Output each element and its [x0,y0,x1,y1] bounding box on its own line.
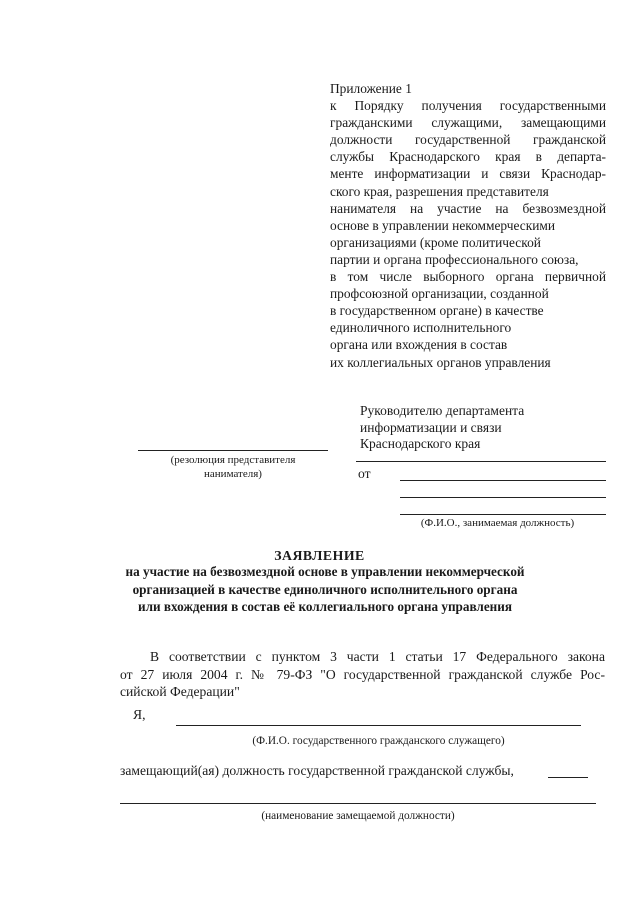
appendix-line: гражданскими служащими, замещающими [330,115,606,131]
appendix-line: ского края, разрешения представителя [330,183,549,199]
statement-subtitle: на участие на безвозмездной основе в управлении некоммерческой организацией в качестве единоличного исполнительного органа или вхождения в состав её коллегиального органа управления [125,564,525,614]
from-label: от [358,466,371,481]
appendix-line: в том числе выборного органа первичной [330,269,606,285]
appendix-line: должности государственной гражданской [330,132,606,148]
appendix-line: основе в управлении некоммерческими [330,217,556,233]
law-line: от 27 июля 2004 г. № 79-ФЗ "О государственной гражданской службе Рос- [120,666,605,682]
i-label: Я, [133,707,146,722]
position-text: замещающий(ая) должность государственной гражданской службы, [120,763,514,778]
addressee-line: Руководителю департамента [360,403,525,418]
appendix-line: партии и органа профессионального союза, [330,251,579,267]
resolution-caption-2: нанимателя) [204,468,262,480]
appendix-line: нанимателя на участие на безвозмездной [330,200,606,216]
appendix-line: службы Краснодарского края в департа- [330,149,606,165]
appendix-line: организациями (кроме политической [330,234,541,250]
resolution-line[interactable] [138,450,328,451]
from-field-line-2[interactable] [400,497,606,498]
from-field-line-3[interactable] [400,514,606,515]
appendix-line: органа или вхождения в состав [330,337,508,353]
addressee-line-rule [356,461,606,462]
fio-caption: (Ф.И.О. государственного гражданского служащего) [252,735,505,747]
appendix-line: менте информатизации и связи Краснодар- [330,166,606,182]
law-line: В соответствии с пунктом 3 части 1 статьи 17 Федерального закона [150,649,605,664]
appendix-line: к Порядку получения государственными [330,98,606,114]
appendix-line: профсоюзной организации, созданной [330,286,549,302]
appendix-line: их коллегиальных органов управления [330,354,551,370]
position-field-short-line[interactable] [548,777,588,778]
appendix-block [330,80,606,371]
appendix-line: Приложение 1 [330,81,412,96]
addressee-line: информатизации и связи [360,419,502,435]
position-caption: (наименование замещаемой должности) [261,810,455,822]
position-field-line[interactable] [120,803,596,804]
appendix-line: единоличного исполнительного [330,320,512,336]
law-reference [120,648,605,701]
statement-title: ЗАЯВЛЕНИЕ [274,548,365,563]
resolution-caption-1: (резолюция представителя [170,454,296,466]
fio-field-line[interactable] [176,725,581,726]
addressee-block [360,403,524,453]
fio-position-caption: (Ф.И.О., занимаемая должность) [420,517,575,529]
appendix-line: в государственном органе) в качестве [330,303,544,319]
addressee-line: Краснодарского края [360,436,481,451]
from-field-line[interactable] [400,480,606,481]
law-line: сийской Федерации" [120,684,240,699]
